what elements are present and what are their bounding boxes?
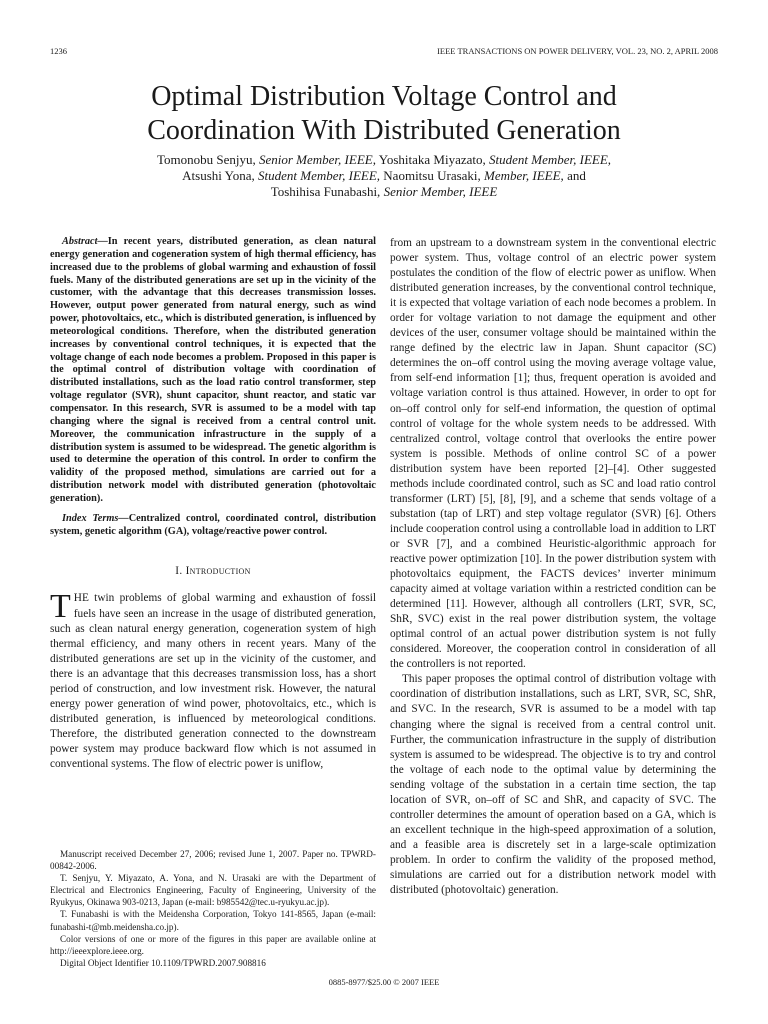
abstract-lead: Abstract— bbox=[62, 236, 108, 247]
author-name: Toshihisa Funabashi, bbox=[270, 184, 381, 199]
author-name: Atsushi Yona, bbox=[182, 168, 255, 183]
index-terms-body: Centralized control, coordinated control, distribution system, genetic algorithm (GA), voltage/reactive power control. bbox=[50, 512, 376, 537]
paper-title bbox=[40, 80, 728, 148]
author-membership: Student Member, IEEE, bbox=[258, 168, 381, 183]
copyright-footer: 0885-8977/$25.00 © 2007 IEEE bbox=[328, 977, 440, 987]
drop-cap: T bbox=[50, 588, 71, 626]
footnote: T. Funabashi is with the Meidensha Corporation, Tokyo 141-8565, Japan (e-mail: funabashi-t@mb.meidensha.co.jp). bbox=[50, 909, 376, 932]
footnote: Digital Object Identifier 10.1109/TPWRD.2007.908816 bbox=[60, 957, 266, 968]
body-paragraph: from an upstream to a downstream system in the conventional electric power system. Thus, voltage control of an electric power system postulates the condition of the flow of electric power as uniflow. When distributed generation increases, by the conventional control technique, it is expected that voltage variation of each node becomes a problem. In order for voltage variation to not damage the equipment and other devices of the user, consumer voltage should be maintained within the range defined by the electric law in Japan. Shunt capacitor (SC) determines the on–off control using the moving average voltage value, from self-end information [1]; thus, frequent operation is avoided and voltage variation control is thus attained. However, in order to opt for on–off control only for self-end information, the question of optimal control of voltage for the whole system needs to be addressed. With centralized control, voltage control that overlooks the entire power system is possible. Methods of online control SC of a power distribution system have been reported [2]–[4]. Other suggested methods include coordinated control, such as SC and load ratio control transformer (LRT) [5], [8], [9], and a scheme that sends voltage of a substation (tap of LRT) and step voltage regulator (SVR) [6]. Others include cooperation control using a controllable load in addition to LRT or SVR [7], and a combined Heuristic-algorithmic approach for reactive power optimization [10]. In the power distribution system with photovoltaics equipment, the FACTS devices’ inverter minimum capacity aimed at voltage variation within a restricted condition can be determined [11]. However, although all controllers (LRT, SVR, SC, ShR, SVC) exist in the real power distribution system, the voltage optimal control of an actual power distribution system is not fully considered. Moreover, the cooperation control in consideration of all the controllers is not reported. bbox=[390, 237, 716, 671]
section-number: I. bbox=[175, 565, 183, 578]
author-name: Yoshitaka Miyazato, bbox=[378, 152, 486, 167]
index-terms-lead: Index Terms— bbox=[62, 512, 129, 524]
footnote: T. Senjyu, Y. Miyazato, A. Yona, and N. Urasaki are with the Department of Electrical and Electronics Engineering, Faculty of Engineering, University of the Ryukyus, Okinawa 903-0213, Japan (e-mail: b985542@tec.u-ryukyu.ac.jp). bbox=[50, 873, 376, 908]
abstract bbox=[50, 236, 376, 506]
left-column bbox=[50, 236, 376, 772]
intro-paragraph bbox=[50, 588, 376, 772]
index-terms bbox=[50, 513, 376, 539]
body-paragraph: This paper proposes the optimal control of distribution voltage with coordination of distribution installations, such as LRT, SVR, SC, ShR, and SVC. In the research, SVR is assumed to be a model with tap changing where the signal is received from a central control unit. Further, the communication infrastructure in the supply of distribution system is assumed to be widespread. The objective is to try and control the voltage of each node to the optimal value by determining the sending voltage of the substation in a certain time section, the tap location of SVR, on–off of SC and ShR, and capacity of SVC. The controller determines the amount of operation based on a GA, which is an excellent technique in the high-speed approximation of a solution, and a feasible area is discretely set in a large-scale optimization problem. In order to confirm the validity of the proposed method, simulations are carried out for a distribution network model with distributed (photovoltaic) generation. bbox=[390, 673, 716, 897]
author-list bbox=[60, 152, 708, 200]
section-title: Introduction bbox=[185, 565, 251, 578]
intro-body: HE twin problems of global warming and exhaustion of fossil fuels have seen an increase in the usage of distributed generation, such as clean natural energy generation, cogeneration system of high thermal efficiency, and many others in recent years. Many of the distributed generations are set up in the vicinity of the customer, and there is an advantage that this decreases transmission loss, has a short period of construction, and low investment risk. However, the natural energy power generation of wind power, photovoltaics, etc., which is distributed generation, is influenced by meteorological conditions. Therefore, the distributed generation connected to the downstream power system may produce backward flow which is not assumed in conventional systems. The flow of electric power is uniflow, bbox=[50, 592, 376, 770]
footnote: Color versions of one or more of the figures in this paper are available online at http://ieeexplore.ieee.org. bbox=[50, 933, 376, 956]
section-heading bbox=[50, 564, 376, 579]
author-membership: Senior Member, IEEE bbox=[383, 184, 498, 199]
author-and: and bbox=[567, 168, 586, 183]
running-header bbox=[50, 46, 718, 58]
abstract-body: In recent years, distributed generation, as clean natural energy generation and cogeneration system of high thermal efficiency, has increased due to the problems of global warming and exhaustion of fossil fuels. Many of the distributed generations are set up in the vicinity of the customer, with the advantage that this decreases transmission losses. However, output power generated from natural energy, such as wind power, photovoltaics, etc., which is distributed generation, is influenced by meteorological conditions. Therefore, when the distributed generation increases by conventional control techniques, it is expected that the voltage change of each node becomes a problem. Proposed in this paper is the optimal control of distribution voltage with coordination of distributed installations, such as the load ratio control transformer, step voltage regulator (SVR), shunt capacitor, shunt reactor, and static var compensator. In this research, SVR is assumed to be a model with tap changing where the signal is received from a central control unit. Moreover, the communication infrastructure in the supply of a distribution system is assumed to be widespread. The genetic algorithm is used to determine the operation of this control. In order to confirm the validity of the proposed method, simulations are carried out for a distribution network model with distributed generation (photovoltaic generation). bbox=[50, 236, 376, 504]
author-line-1 bbox=[60, 152, 708, 168]
author-name: Tomonobu Senjyu, bbox=[156, 152, 256, 167]
right-column bbox=[390, 236, 716, 898]
author-membership: Member, IEEE, bbox=[484, 168, 564, 183]
author-membership: Student Member, IEEE, bbox=[489, 152, 612, 167]
journal-info: IEEE TRANSACTIONS ON POWER DELIVERY, VOL. 23, NO. 2, APRIL 2008 bbox=[437, 46, 718, 56]
author-line-3 bbox=[60, 184, 708, 200]
author-name: Naomitsu Urasaki, bbox=[383, 168, 481, 183]
author-line-2 bbox=[60, 168, 708, 184]
footnotes bbox=[50, 848, 376, 969]
title-line-2: Coordination With Distributed Generation bbox=[147, 115, 621, 146]
author-membership: Senior Member, IEEE, bbox=[258, 152, 376, 167]
page-number: 1236 bbox=[50, 46, 67, 56]
footnote: Manuscript received December 27, 2006; revised June 1, 2007. Paper no. TPWRD-00842-2006. bbox=[50, 849, 376, 872]
title-line-1: Optimal Distribution Voltage Control and bbox=[151, 81, 617, 112]
